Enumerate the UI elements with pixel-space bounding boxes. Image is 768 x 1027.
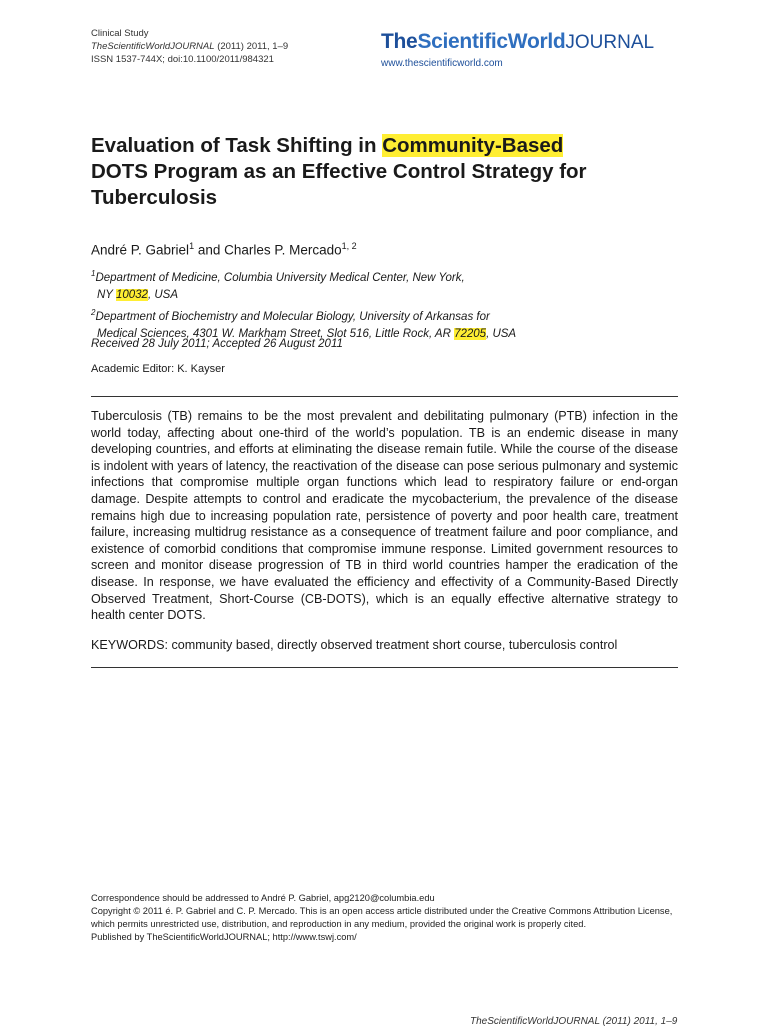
citation: (2011) 2011, 1–9 [217, 41, 289, 52]
logo-scientific-world: ScientificWorld [417, 30, 566, 53]
keywords: KEYWORDS: community based, directly observed treatment short course, tuberculosis control [91, 638, 618, 652]
affiliations [91, 265, 651, 343]
authors [91, 237, 357, 260]
divider-bottom [91, 667, 678, 668]
title-highlight: Community-Based [382, 134, 564, 157]
published-by: Published by TheScientificWorldJOURNAL; http://www.tswj.com/ [91, 932, 357, 942]
academic-editor: Academic Editor: K. Kayser [91, 363, 225, 375]
title-part2: DOTS Program as an Effective Control Strategy for Tuberculosis [91, 160, 587, 209]
zip-highlight: 72205 [454, 327, 487, 340]
article-title [91, 133, 681, 211]
email-link[interactable]: apg2120@columbia.edu [333, 893, 435, 903]
logo-the: The [381, 30, 418, 53]
affiliation-2-line1: Department of Biochemistry and Molecular Biology, University of Arkansas for [95, 310, 490, 323]
correspondence: Correspondence should be addressed to André P. Gabriel, apg2120@columbia.edu [91, 893, 435, 903]
affiliation-1-line2: NY 10032, USA [97, 288, 178, 301]
title-part1: Evaluation of Task Shifting in [91, 134, 383, 157]
journal-citation [91, 40, 288, 53]
author-1-affil: 1 [189, 241, 195, 251]
received-dates: Received 28 July 2011; Accepted 26 August 2011 [91, 338, 343, 350]
abstract: Tuberculosis (TB) remains to be the most prevalent and debilitating pulmonary (PTB) infection in the world today, affecting about one-third of the world’s population. TB is an endemic disease in many developing countries, and efforts at eliminating the disease remain futile. While the course of the disease is indolent with years of latency, the reactivation of the disease can pose serious pulmonary and systemic infections that compromise multiple organ functions which lead to respiratory failure or end-organ damage. Despite attempts to control and eradicate the mycobacterium, the prevalence of the disease remains high due to increasing population rate, persistence of poverty and poor health care, treatment failure, increasing multidrug resistance as a consequence of treatment failure and poor compliance, and existence of comorbid conditions that compromise immune response. Limited government resources to screen and monitor disease progression of TB in third world countries hamper the eradication of the disease. In response, we have evaluated the efficiency and effectivity of a Community-Based Directly Observed Treatment, Short-Course (CB-DOTS), which is an equally effective alternative strategy to health center DOTS. [91, 409, 678, 623]
affiliation-2 [91, 304, 651, 326]
journal-logo [381, 30, 654, 69]
logo-wordmark [381, 30, 654, 55]
author-2-affil: 1, 2 [341, 241, 357, 251]
affiliation-1-number: 1 [91, 269, 96, 278]
author-1: André P. Gabriel [91, 242, 190, 258]
zip-highlight: 10032 [115, 288, 148, 301]
author-and: and [194, 242, 225, 258]
logo-url: www.thescientificworld.com [381, 58, 503, 69]
divider-top [91, 396, 678, 397]
copyright: Copyright © 2011 é. P. Gabriel and C. P. Mercado. This is an open access article distributed under the Creative Commons Attribution License, which permits unrestricted use, distribution, and reproduction in any medium, provided the original work is properly cited. [91, 906, 673, 929]
journal-name: TheScientificWorldJOURNAL [91, 41, 215, 52]
logo-journal: JOURNAL [565, 32, 655, 53]
running-footer: TheScientificWorldJOURNAL (2011) 2011, 1–9 [470, 1016, 678, 1027]
header-meta [91, 27, 288, 66]
author-2: Charles P. Mercado [224, 242, 342, 258]
issn-doi: ISSN 1537-744X; doi:10.1100/2011/984321 [91, 54, 274, 65]
affiliation-1-line1: Department of Medicine, Columbia University Medical Center, New York, [95, 271, 465, 284]
affiliation-2-number: 2 [91, 307, 96, 317]
affiliation-1 [91, 265, 651, 287]
affiliation-2-line2: Medical Sciences, 4301 W. Markham Street, Slot 516, Little Rock, AR 72205, USA [97, 327, 517, 340]
footnote [91, 892, 681, 944]
study-type: Clinical Study [91, 28, 149, 39]
